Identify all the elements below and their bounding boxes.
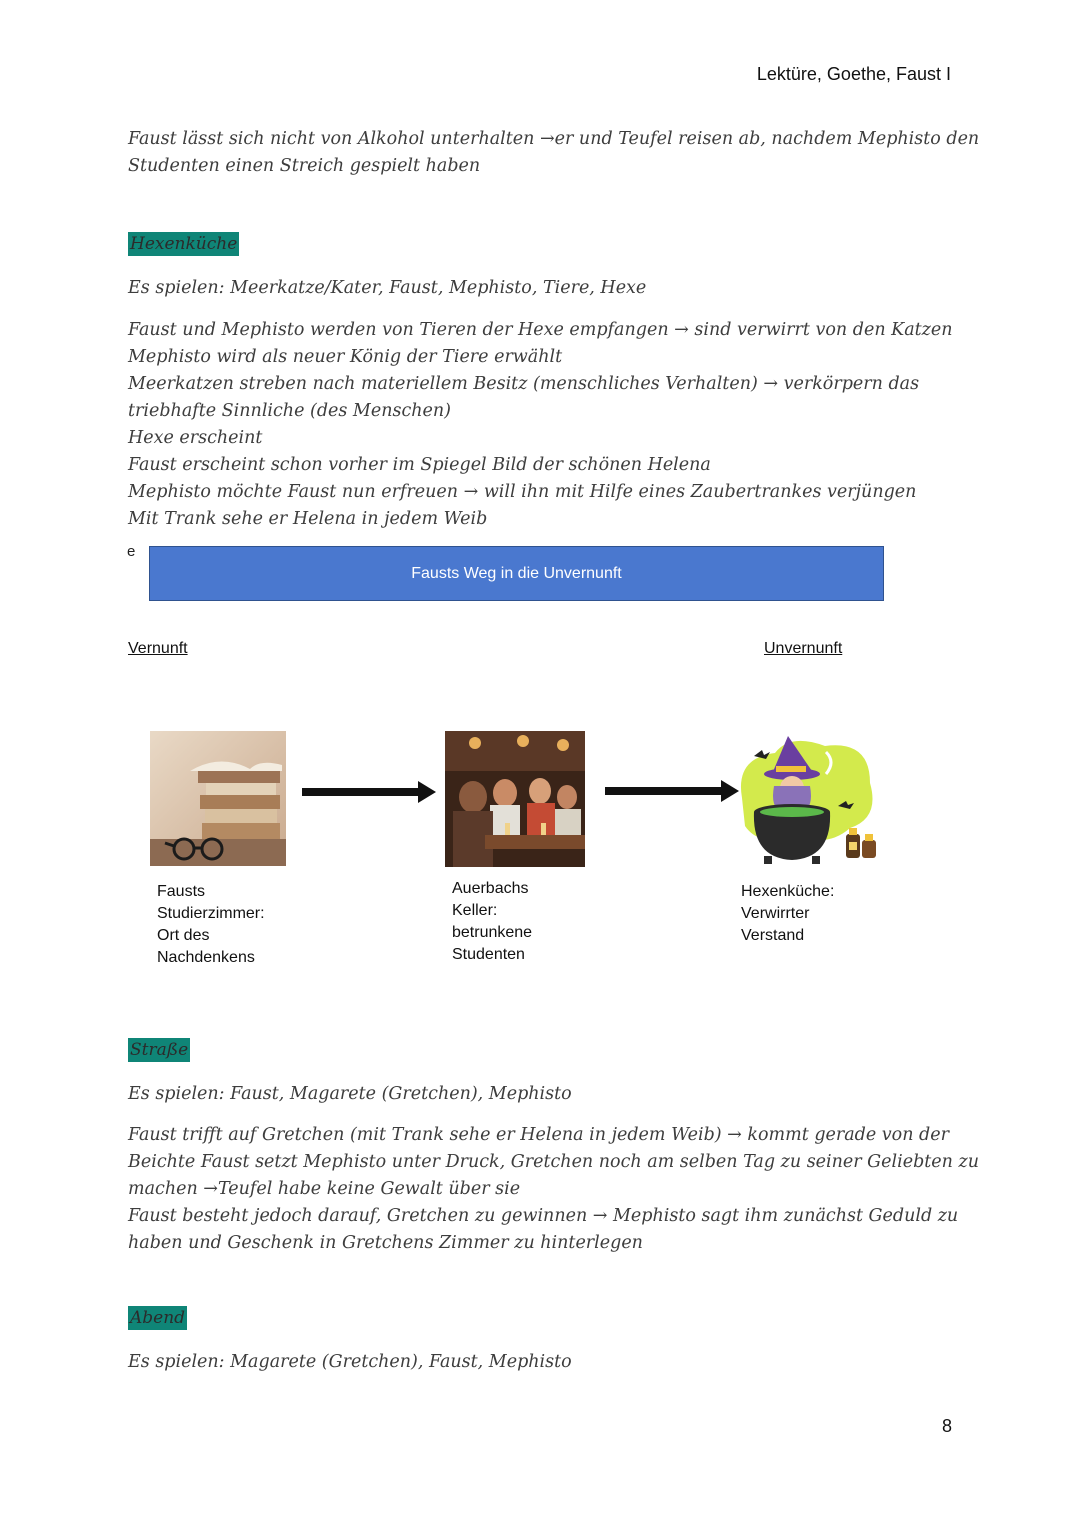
caption-studierzimmer: Fausts Studierzimmer: Ort des Nachdenkens	[157, 883, 265, 966]
text-line: triebhafte Sinnliche (des Menschen)	[128, 401, 451, 421]
cast-line: Es spielen: Meerkatze/Kater, Faust, Mephisto, Tiere, Hexe	[128, 278, 647, 298]
section-heading-abend	[128, 1308, 187, 1328]
cast-line: Es spielen: Faust, Magarete (Gretchen), Mephisto	[128, 1084, 572, 1104]
section-body-hexenkueche	[128, 317, 958, 533]
witch-cauldron-icon	[730, 728, 885, 868]
text-line: Faust besteht jedoch darauf, Gretchen zu gewinnen → Mephisto sagt ihm zunächst Geduld zu	[128, 1206, 959, 1226]
text-line: Mit Trank sehe er Helena in jedem Weib	[128, 509, 488, 529]
section-body-strasse	[128, 1122, 979, 1257]
text-line: Beichte Faust setzt Mephisto unter Druck, Gretchen noch am selben Tag zu seiner Geliebten zu	[128, 1152, 979, 1172]
stray-letter: e	[127, 543, 136, 560]
diagram-title-bar	[149, 546, 884, 601]
highlighted-heading: Straße	[130, 1040, 189, 1060]
text-line: Mephisto möchte Faust nun erfreuen → will ihn mit Hilfe eines Zaubertrankes verjüngen	[128, 482, 917, 502]
text-line: Faust lässt sich nicht von Alkohol unterhalten →er und Teufel reisen ab, nachdem Mephisto den	[128, 129, 980, 149]
page-header-title: Lektüre, Goethe, Faust I	[756, 64, 951, 84]
arrow-right-icon	[603, 779, 741, 803]
text-line: Meerkatzen streben nach materiellem Besitz (menschliches Verhalten) → verkörpern das	[128, 374, 920, 394]
arrow-right-icon	[300, 780, 438, 804]
cast-line: Es spielen: Magarete (Gretchen), Faust, Mephisto	[128, 1352, 572, 1372]
highlighted-heading: Hexenküche	[130, 234, 238, 254]
witch-cauldron-illustration	[730, 728, 885, 868]
books-glasses-icon	[150, 731, 286, 866]
label-vernunft: Vernunft	[128, 640, 188, 657]
caption-auerbachs-keller: Auerbachs Keller: betrunkene Studenten	[452, 880, 533, 963]
books-glasses-photo	[150, 731, 286, 866]
section-heading-hexenkueche	[128, 234, 239, 254]
text-line: Studenten einen Streich gespielt haben	[128, 156, 481, 176]
tavern-scene-icon	[445, 731, 585, 867]
text-line: haben und Geschenk in Gretchens Zimmer zu hinterlegen	[128, 1233, 643, 1253]
text-line: Mephisto wird als neuer König der Tiere erwählt	[128, 347, 563, 367]
caption-hexenkueche: Hexenküche: Verwirrter Verstand	[741, 883, 835, 944]
section-heading-strasse	[128, 1040, 190, 1060]
highlighted-heading: Abend	[130, 1308, 186, 1328]
bar-people-photo	[445, 731, 585, 867]
intro-paragraph	[128, 126, 980, 180]
text-line: machen →Teufel habe keine Gewalt über sie	[128, 1179, 521, 1199]
text-line: Hexe erscheint	[128, 428, 263, 448]
page-number: 8	[941, 1416, 952, 1436]
text-line: Faust trifft auf Gretchen (mit Trank sehe er Helena in jedem Weib) → kommt gerade von der	[128, 1125, 949, 1145]
text-line: Faust und Mephisto werden von Tieren der Hexe empfangen → sind verwirrt von den Katzen	[128, 320, 953, 340]
text-line: Faust erscheint schon vorher im Spiegel Bild der schönen Helena	[128, 455, 711, 475]
diagram-title: Fausts Weg in die Unvernunft	[411, 564, 622, 582]
label-unvernunft: Unvernunft	[764, 640, 843, 657]
